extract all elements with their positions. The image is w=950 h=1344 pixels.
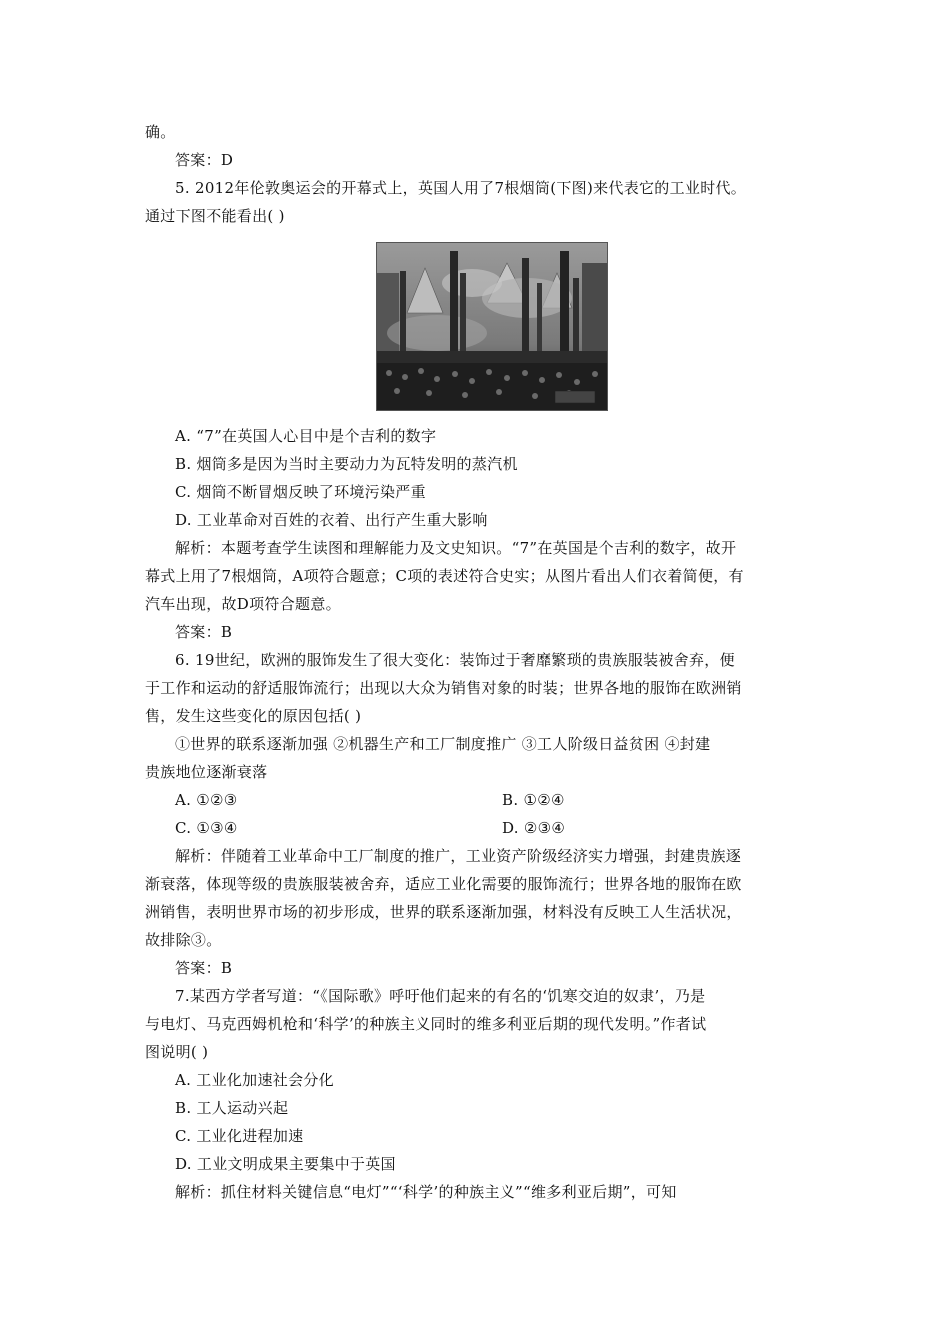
text-line: 故排除③。	[145, 931, 222, 949]
option-6a: A. ①②③	[175, 791, 238, 809]
option-6d: D. ②③④	[502, 819, 566, 837]
text-line: 通过下图不能看出( )	[145, 207, 285, 225]
analysis-5: 解析：本题考查学生读图和理解能力及文史知识。“7”在英国是个吉利的数字，故开	[175, 539, 737, 557]
answer-line: 答案：B	[175, 623, 233, 641]
text-line: 与电灯、马克西姆机枪和‘科学’的种族主义同时的维多利亚后期的现代发明。”作者试	[145, 1015, 707, 1033]
text-line: 贵族地位逐渐衰落	[145, 763, 268, 781]
text-line: 售，发生这些变化的原因包括( )	[145, 707, 362, 725]
question-7: 7.某西方学者写道：“《国际歌》呼吁他们起来的有名的‘饥寒交迫的奴隶’，乃是	[175, 987, 706, 1005]
text-line: 渐衰落，体现等级的贵族服装被舍弃，适应工业化需要的服饰流行；世界各地的服饰在欧	[145, 875, 742, 893]
option-7b: B. 工人运动兴起	[175, 1099, 289, 1117]
text-line: 确。	[145, 123, 176, 141]
text-line: 图说明( )	[145, 1043, 209, 1061]
option-5d: D. 工业革命对百姓的衣着、出行产生重大影响	[175, 511, 488, 529]
text-line: 洲销售，表明世界市场的初步形成，世界的联系逐渐加强，材料没有反映工人生活状况，	[145, 903, 742, 921]
option-6c: C. ①③④	[175, 819, 238, 837]
answer-line: 答案：B	[175, 959, 233, 977]
option-5b: B. 烟筒多是因为当时主要动力为瓦特发明的蒸汽机	[175, 455, 518, 473]
option-5a: A. “7”在英国人心目中是个吉利的数字	[175, 427, 437, 445]
analysis-6: 解析：伴随着工业革命中工厂制度的推广，工业资产阶级经济实力增强，封建贵族逐	[175, 847, 742, 865]
answer-line: 答案：D	[175, 151, 234, 169]
option-7a: A. 工业化加速社会分化	[175, 1071, 334, 1089]
text-line: 于工作和运动的舒适服饰流行；出现以大众为销售对象的时装；世界各地的服饰在欧洲销	[145, 679, 742, 697]
opening-ceremony-chimneys-photo	[376, 242, 608, 411]
statements-6: ①世界的联系逐渐加强 ②机器生产和工厂制度推广 ③工人阶级日益贫困 ④封建	[175, 735, 711, 753]
question-5: 5. 2012年伦敦奥运会的开幕式上，英国人用了7根烟筒(下图)来代表它的工业时代。	[175, 179, 747, 197]
option-7d: D. 工业文明成果主要集中于英国	[175, 1155, 396, 1173]
option-7c: C. 工业化进程加速	[175, 1127, 304, 1145]
question-6: 6. 19世纪，欧洲的服饰发生了很大变化：装饰过于奢靡繁琐的贵族服装被舍弃，便	[175, 651, 735, 669]
analysis-7: 解析：抓住材料关键信息“电灯”“‘科学’的种族主义”“维多利亚后期”，可知	[175, 1183, 677, 1201]
text-line: 汽车出现，故D项符合题意。	[145, 595, 341, 613]
text-line: 幕式上用了7根烟筒，A项符合题意；C项的表述符合史实；从图片看出人们衣着简便，有	[145, 567, 744, 585]
option-6b: B. ①②④	[502, 791, 565, 809]
option-5c: C. 烟筒不断冒烟反映了环境污染严重	[175, 483, 426, 501]
